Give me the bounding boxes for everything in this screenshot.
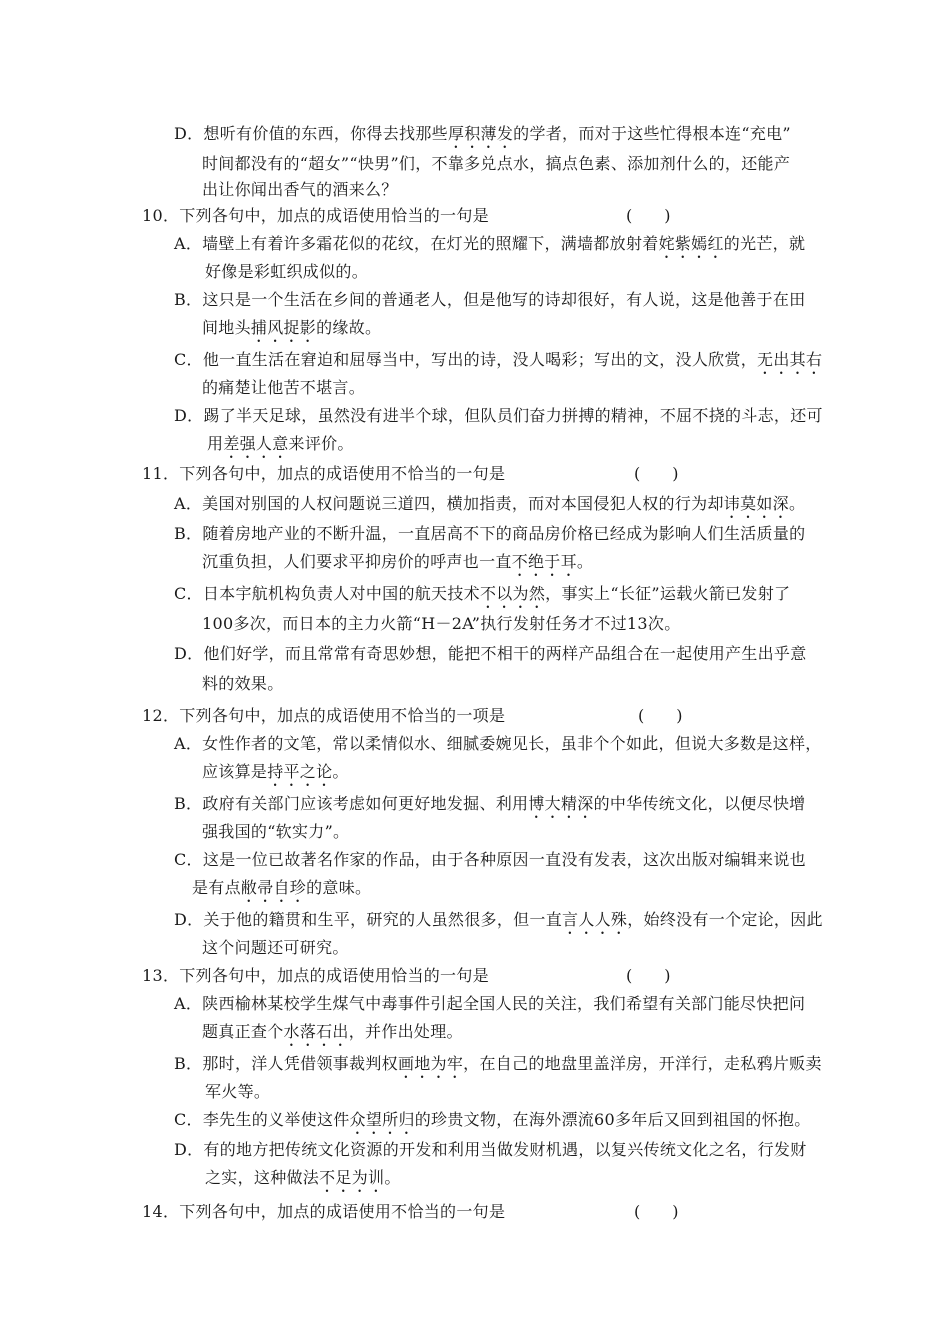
text-line: D．踢了半天足球，虽然没有进半个球，但队员们奋力拼搏的精神，不屈不挠的斗志，还可 xyxy=(174,406,823,425)
dotted-idiom: 差强人意 xyxy=(223,434,289,453)
text-line: 强我国的“软实力”。 xyxy=(202,822,350,841)
text-line: C．李先生的义举使这件众望所归的珍贵文物，在海外漂流60多年后又回到祖国的怀抱。 xyxy=(174,1110,811,1129)
text-line: 题真正查个水落石出，并作出处理。 xyxy=(202,1022,463,1041)
text-line: C．这是一位已故著名作家的作品，由于各种原因一直没有发表，这次出版对编辑来说也 xyxy=(174,850,806,869)
text-line: 时间都没有的“超女”“快男”们，不靠多兑点水，搞点色素、添加剂什么的，还能产 xyxy=(202,154,791,173)
question-stem: 11．下列各句中，加点的成语使用不恰当的一句是 xyxy=(142,464,506,483)
question-stem: 14．下列各句中，加点的成语使用不恰当的一句是 xyxy=(142,1202,506,1221)
answer-blank: ( ) xyxy=(638,706,683,725)
dotted-idiom: 不以为然 xyxy=(479,584,546,603)
dotted-idiom: 讳莫如深 xyxy=(723,494,789,513)
text-line: B．那时，洋人凭借领事裁判权画地为牢，在自己的地盘里盖洋房，开洋行，走私鸦片贩卖 xyxy=(174,1054,822,1073)
text-line: 料的效果。 xyxy=(202,674,284,693)
question-stem: 13．下列各句中，加点的成语使用恰当的一句是 xyxy=(142,966,489,985)
text-line: A．女性作者的文笔，常以柔情似水、细腻委婉见长，虽非个个如此，但说大多数是这样， xyxy=(174,734,822,753)
text-line: 这个问题还可研究。 xyxy=(202,938,349,957)
dotted-idiom: 不绝于耳 xyxy=(511,552,577,571)
text-line: 间地头捕风捉影的缘故。 xyxy=(202,318,382,337)
text-line: 出让你闻出香气的酒来么？ xyxy=(202,180,398,199)
text-line: D．关于他的籍贯和生平，研究的人虽然很多，但一直言人人殊，始终没有一个定论，因此 xyxy=(174,910,823,929)
dotted-idiom: 姹紫嫣红 xyxy=(658,234,724,253)
text-line: C．他一直生活在窘迫和屈辱当中，写出的诗，没人喝彩；写出的文，没人欣赏，无出其右 xyxy=(174,350,823,369)
dotted-idiom: 众望所归 xyxy=(349,1110,415,1129)
question-stem: 12．下列各句中，加点的成语使用不恰当的一项是 xyxy=(142,706,506,725)
text-line: B．随着房地产业的不断升温，一直居高不下的商品房价格已经成为影响人们生活质量的 xyxy=(174,524,806,543)
text-line: B．政府有关部门应该考虑如何更好地发掘、利用博大精深的中华传统文化，以便尽快增 xyxy=(174,794,806,813)
question-stem: 10．下列各句中，加点的成语使用恰当的一句是 xyxy=(142,206,489,225)
dotted-idiom: 敝帚自珍 xyxy=(240,878,307,897)
text-line: D．想听有价值的东西，你得去找那些厚积薄发的学者，而对于这些忙得根本连“充电” xyxy=(174,124,791,143)
answer-blank: ( ) xyxy=(634,1202,679,1221)
text-line: 100多次，而日本的主力火箭“H－2A”执行发射任务才不过13次。 xyxy=(202,614,681,633)
text-line: 之实，这种做法不足为训。 xyxy=(205,1168,401,1187)
text-line: 的痛楚让他苦不堪言。 xyxy=(202,378,366,397)
dotted-idiom: 无出其右 xyxy=(757,350,823,369)
text-line: 应该算是持平之论。 xyxy=(202,762,349,781)
text-line: 军火等。 xyxy=(205,1082,271,1101)
answer-blank: ( ) xyxy=(626,966,671,985)
answer-blank: ( ) xyxy=(626,206,671,225)
text-line: A．美国对别国的人权问题说三道四，横加指责，而对本国侵犯人权的行为却讳莫如深。 xyxy=(174,494,806,513)
text-line: D．有的地方把传统文化资源的开发和利用当做发财机遇，以复兴传统文化之名，行发财 xyxy=(174,1140,807,1159)
text-line: A．陕西榆林某校学生煤气中毒事件引起全国人民的关注，我们希望有关部门能尽快把问 xyxy=(174,994,806,1013)
text-line: 沉重负担，人们要求平抑房价的呼声也一直不绝于耳。 xyxy=(202,552,594,571)
text-line: 好像是彩虹织成似的。 xyxy=(205,262,369,281)
text-line: A．墙壁上有着许多霜花似的花纹，在灯光的照耀下，满墙都放射着姹紫嫣红的光芒，就 xyxy=(174,234,806,253)
text-line: 是有点敝帚自珍的意味。 xyxy=(192,878,372,897)
dotted-idiom: 博大精深 xyxy=(528,794,594,813)
dotted-idiom: 画地为牢 xyxy=(397,1054,464,1073)
dotted-idiom: 捕风捉影 xyxy=(250,318,317,337)
dotted-idiom: 厚积薄发 xyxy=(447,124,514,143)
dotted-idiom: 持平之论 xyxy=(267,762,333,781)
text-line: B．这只是一个生活在乡间的普通老人，但是他写的诗却很好，有人说，这是他善于在田 xyxy=(174,290,806,309)
answer-blank: ( ) xyxy=(634,464,679,483)
dotted-idiom: 水落石出 xyxy=(283,1022,349,1041)
text-line: 用差强人意来评价。 xyxy=(207,434,354,453)
text-line: C．日本宇航机构负责人对中国的航天技术不以为然，事实上“长征”运载火箭已发射了 xyxy=(174,584,791,603)
text-line: D．他们好学，而且常常有奇思妙想，能把不相干的两样产品组合在一起使用产生出乎意 xyxy=(174,644,807,663)
dotted-idiom: 不足为训 xyxy=(319,1168,385,1187)
dotted-idiom: 言人人殊 xyxy=(562,910,628,929)
